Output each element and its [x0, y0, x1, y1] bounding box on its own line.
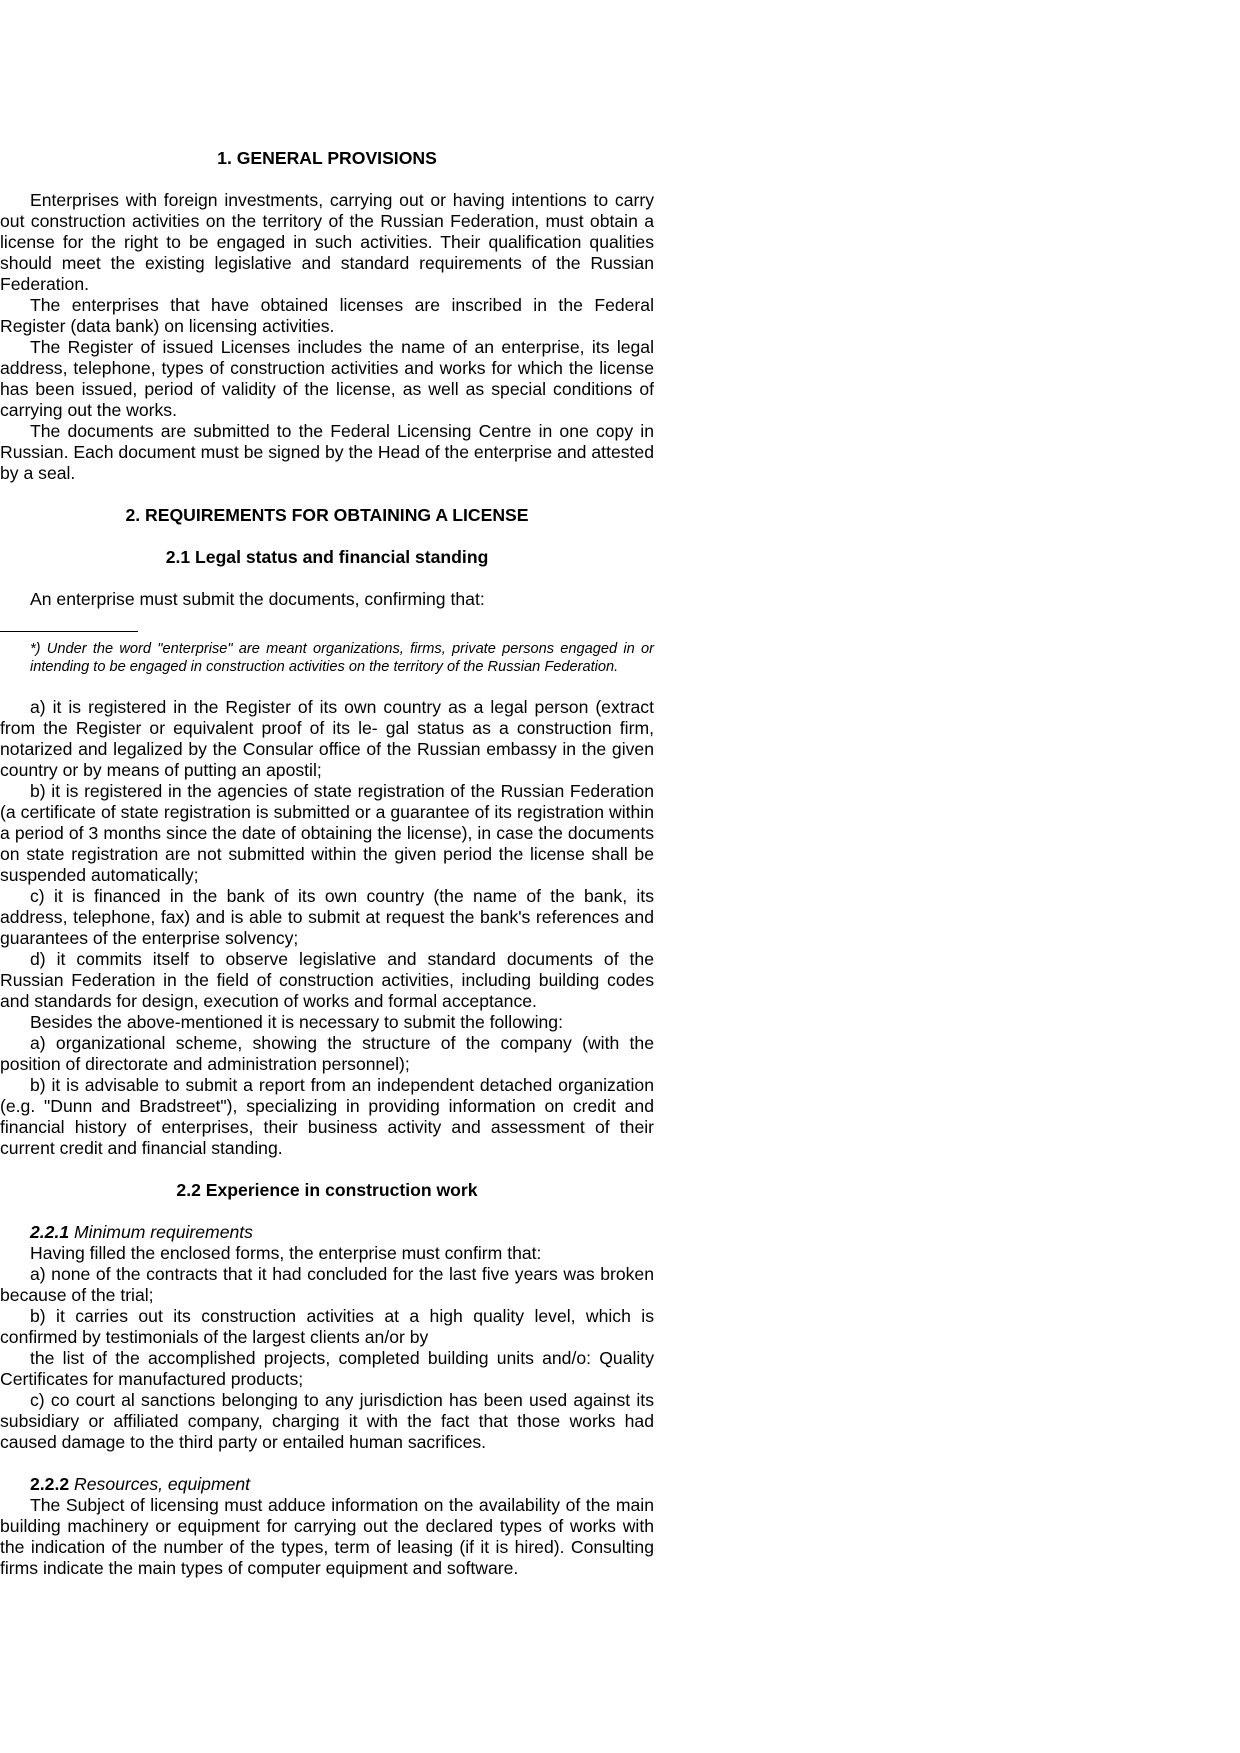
legal-status-item: c) it is financed in the bank of its own country (the name of the bank, its address, telephone, fax) and is able to submit at request the bank's references and guarantees of the enterprise solvency;	[0, 886, 654, 948]
subsection-2-2-title: 2.2 Experience in construction work	[176, 1180, 478, 1200]
footnote: *) Under the word "enterprise" are meant organizations, firms, private persons engaged in or intending to be engaged in construction activities on the territory of the Russian Federation.	[30, 641, 654, 675]
experience-item: Having filled the enclosed forms, the enterprise must confirm that:	[30, 1243, 542, 1263]
legal-status-item: b) it is advisable to submit a report from an independent detached organization (e.g. "Dunn and Bradstreet"), specializing in providing information on credit and financial history of enterprises, their business activity and assessment of their current credit and financial standing.	[0, 1075, 654, 1158]
minimum-requirements-heading	[0, 1222, 654, 1243]
subsection-2-1-intro: An enterprise must submit the documents, confirming that:	[30, 589, 485, 609]
experience-item: the list of the accomplished projects, completed building units and/o: Quality Certificates for manufactured products;	[0, 1348, 654, 1389]
resources-paragraph: The Subject of licensing must adduce information on the availability of the main building machinery or equipment for carrying out the declared types of works with the indication of the number of the types, term of leasing (if it is hired). Consulting firms indicate the main types of computer equipment and software.	[0, 1495, 654, 1578]
footnote-divider	[0, 631, 138, 632]
legal-status-item: a) it is registered in the Register of its own country as a legal person (extract from the Register or equivalent proof of its le- gal status as a construction firm, notarized and legalized by the Consular office of the Russian embassy in the given country or by means of putting an apostil;	[0, 697, 654, 780]
general-provisions-paragraph: The Register of issued Licenses includes the name of an enterprise, its legal address, telephone, types of construction activities and works for which the license has been issued, period of validity of the license, as well as special conditions of carrying out the works.	[0, 337, 654, 420]
resources-heading	[0, 1474, 654, 1495]
general-provisions-paragraph: The enterprises that have obtained licenses are inscribed in the Federal Register (data bank) on licensing activities.	[0, 295, 654, 336]
legal-status-item: b) it is registered in the agencies of state registration of the Russian Federation (a certificate of state registration is submitted or a guarantee of its registration within a period of 3 months since the date of obtaining the license), in case the documents on state registration are not submitted within the given period the license shall be suspended automatically;	[0, 781, 654, 885]
document-page	[0, 148, 654, 1579]
section-2-title: 2. REQUIREMENTS FOR OBTAINING A LICENSE	[125, 505, 529, 525]
general-provisions-paragraph: The documents are submitted to the Federal Licensing Centre in one copy in Russian. Each document must be signed by the Head of the enterprise and attested by a seal.	[0, 421, 654, 483]
legal-status-item: Besides the above-mentioned it is necessary to submit the following:	[30, 1012, 563, 1032]
resources-label: Resources, equipment	[74, 1474, 251, 1494]
legal-status-item: d) it commits itself to observe legislative and standard documents of the Russian Federation in the field of construction activities, including building codes and standards for design, execution of works and formal acceptance.	[0, 949, 654, 1011]
experience-item: c) co court al sanctions belonging to any jurisdiction has been used against its subsidiary or affiliated company, charging it with the fact that those works had caused damage to the third party or entailed human sacrifices.	[0, 1390, 654, 1452]
section-1-title: 1. GENERAL PROVISIONS	[217, 148, 437, 168]
experience-item: b) it carries out its construction activities at a high quality level, which is confirmed by testimonials of the largest clients an/or by	[0, 1306, 654, 1347]
minimum-requirements-number: 2.2.1	[30, 1222, 70, 1242]
minimum-requirements-label: Minimum requirements	[74, 1222, 253, 1242]
legal-status-item: a) organizational scheme, showing the structure of the company (with the position of directorate and administration personnel);	[0, 1033, 654, 1074]
resources-number: 2.2.2	[30, 1474, 70, 1494]
subsection-2-1-title: 2.1 Legal status and financial standing	[165, 547, 489, 567]
experience-item: a) none of the contracts that it had concluded for the last five years was broken because of the trial;	[0, 1264, 654, 1305]
general-provisions-paragraph: Enterprises with foreign investments, carrying out or having intentions to carry out construction activities on the territory of the Russian Federation, must obtain a license for the right to be engaged in such activities. Their qualification qualities should meet the existing legislative and standard requirements of the Russian Federation.	[0, 190, 654, 294]
